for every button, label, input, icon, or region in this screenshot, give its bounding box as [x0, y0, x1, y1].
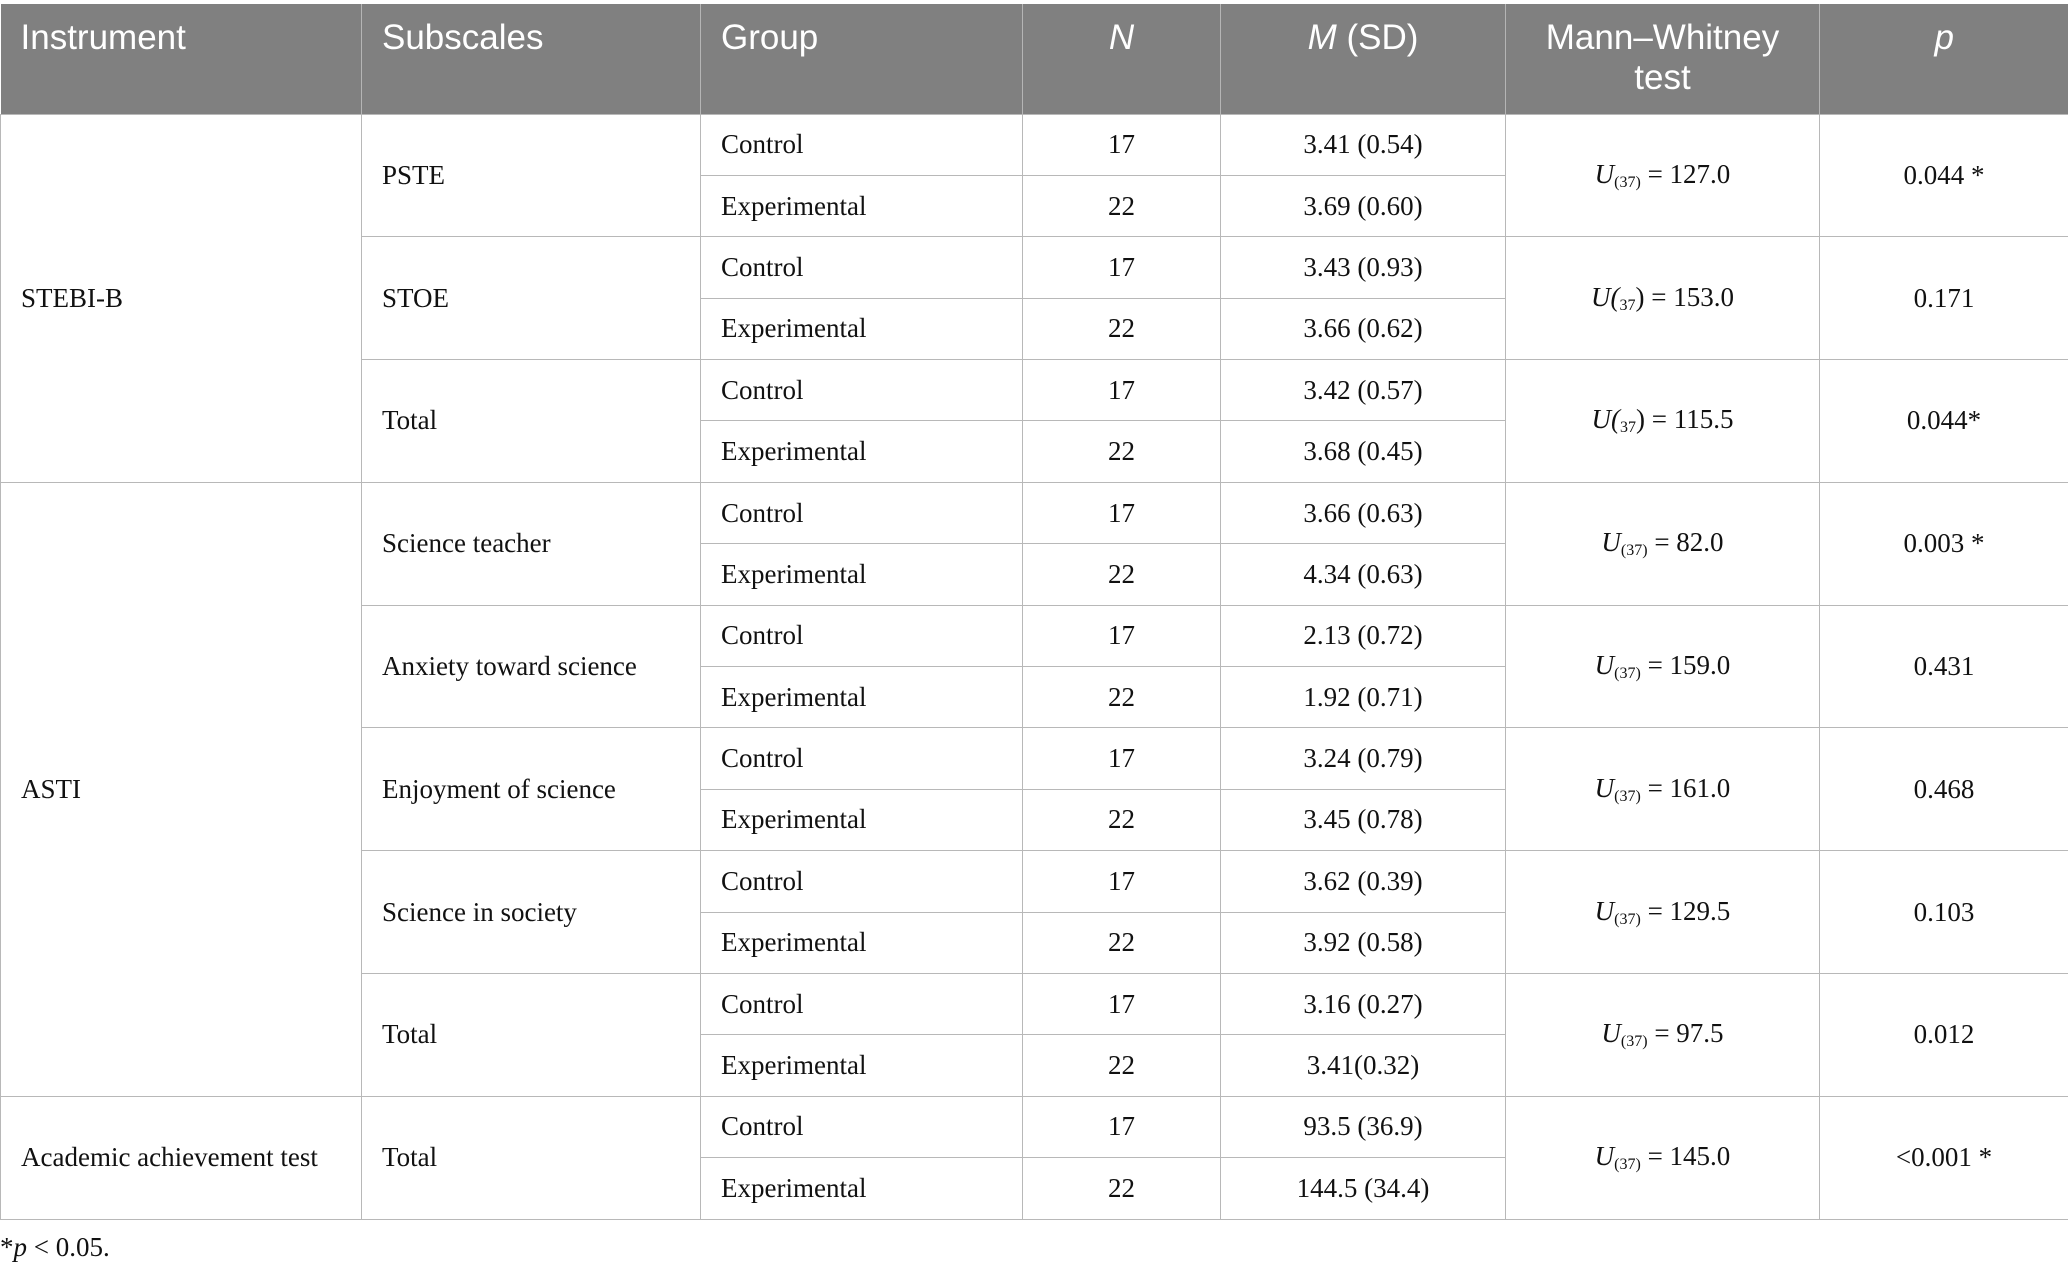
footnote-star: * [0, 1232, 14, 1262]
u-statistic-symbol: U [1594, 158, 1615, 189]
footnote [0, 1232, 110, 1263]
u-value: = 129.5 [1640, 895, 1731, 926]
u-degrees-of-freedom: (37) [1614, 665, 1641, 683]
u-degrees-of-freedom: (37) [1614, 1156, 1641, 1174]
group-cell: Experimental [701, 544, 1023, 605]
u-value: = 127.0 [1640, 158, 1731, 189]
u-statistic-symbol: U [1594, 895, 1615, 926]
group-cell: Experimental [701, 1158, 1023, 1219]
table-row [1, 482, 2068, 543]
msd-cell: 3.41(0.32) [1221, 1035, 1506, 1096]
header-subscales: Subscales [362, 4, 701, 114]
subscale-cell: PSTE [362, 114, 701, 237]
u-value: ) = 153.0 [1635, 281, 1734, 312]
n-cell: 22 [1023, 667, 1221, 728]
header-mw-line1: Mann–Whitney [1545, 18, 1780, 57]
header-sd: (SD) [1336, 18, 1419, 57]
instrument-cell: Academic achievement test [1, 1096, 362, 1219]
group-cell: Experimental [701, 421, 1023, 482]
mann-whitney-cell [1506, 360, 1820, 483]
msd-cell: 3.43 (0.93) [1221, 237, 1506, 298]
group-cell: Control [701, 360, 1023, 421]
header-group: Group [701, 4, 1023, 114]
u-value: ) = 115.5 [1636, 404, 1734, 435]
n-cell: 22 [1023, 789, 1221, 850]
p-value-cell: 0.044* [1820, 360, 2068, 483]
table-row [1, 114, 2068, 175]
group-cell: Experimental [701, 912, 1023, 973]
header-p: p [1820, 4, 2068, 114]
msd-cell: 3.24 (0.79) [1221, 728, 1506, 789]
mann-whitney-cell [1506, 1096, 1820, 1219]
msd-cell: 3.66 (0.62) [1221, 298, 1506, 359]
results-table [0, 4, 2068, 1220]
n-cell: 17 [1023, 851, 1221, 912]
p-value-cell: 0.103 [1820, 851, 2068, 974]
u-degrees-of-freedom: (37) [1620, 542, 1648, 560]
msd-cell: 2.13 (0.72) [1221, 605, 1506, 666]
u-statistic-symbol: U( [1591, 404, 1621, 435]
group-cell: Control [701, 1096, 1023, 1157]
header-mann-whitney [1506, 4, 1820, 114]
subscale-cell: STOE [362, 237, 701, 360]
p-value-cell: 0.468 [1820, 728, 2068, 851]
mann-whitney-cell [1506, 605, 1820, 728]
header-msd [1221, 4, 1506, 114]
u-statistic-symbol: U [1594, 1141, 1615, 1172]
n-cell: 22 [1023, 1158, 1221, 1219]
mann-whitney-cell [1506, 973, 1820, 1096]
msd-cell: 3.42 (0.57) [1221, 360, 1506, 421]
table-body [1, 114, 2068, 1219]
p-value-cell: 0.431 [1820, 605, 2068, 728]
msd-cell: 3.62 (0.39) [1221, 851, 1506, 912]
header-mw-line2: test [1634, 58, 1691, 97]
table-row [1, 1096, 2068, 1157]
subscale-cell: Total [362, 973, 701, 1096]
n-cell: 17 [1023, 482, 1221, 543]
msd-cell: 4.34 (0.63) [1221, 544, 1506, 605]
footnote-p: p [13, 1232, 27, 1262]
subscale-cell: Science teacher [362, 482, 701, 605]
mann-whitney-cell [1506, 851, 1820, 974]
u-statistic-symbol: U [1594, 772, 1615, 803]
n-cell: 17 [1023, 1096, 1221, 1157]
u-value: = 82.0 [1647, 527, 1724, 558]
msd-cell: 3.68 (0.45) [1221, 421, 1506, 482]
group-cell: Control [701, 851, 1023, 912]
msd-cell: 3.16 (0.27) [1221, 973, 1506, 1034]
n-cell: 17 [1023, 237, 1221, 298]
n-cell: 17 [1023, 728, 1221, 789]
instrument-cell: ASTI [1, 482, 362, 1096]
u-degrees-of-freedom: (37) [1620, 1033, 1648, 1051]
p-value-cell: 0.003 * [1820, 482, 2068, 605]
header-m: M [1307, 18, 1337, 57]
footnote-text: < 0.05. [27, 1232, 110, 1262]
group-cell: Control [701, 973, 1023, 1034]
n-cell: 22 [1023, 912, 1221, 973]
msd-cell: 3.45 (0.78) [1221, 789, 1506, 850]
subscale-cell: Anxiety toward science [362, 605, 701, 728]
msd-cell: 3.69 (0.60) [1221, 175, 1506, 236]
p-value-cell: <0.001 * [1820, 1096, 2068, 1219]
msd-cell: 93.5 (36.9) [1221, 1096, 1506, 1157]
mann-whitney-cell [1506, 237, 1820, 360]
u-statistic-symbol: U [1594, 650, 1615, 681]
group-cell: Control [701, 482, 1023, 543]
u-statistic-symbol: U [1601, 1018, 1621, 1049]
group-cell: Experimental [701, 667, 1023, 728]
u-degrees-of-freedom: (37) [1614, 910, 1641, 928]
u-value: = 145.0 [1640, 1141, 1731, 1172]
group-cell: Experimental [701, 175, 1023, 236]
u-degrees-of-freedom: 37 [1620, 419, 1637, 437]
mann-whitney-cell [1506, 114, 1820, 237]
group-cell: Experimental [701, 1035, 1023, 1096]
u-degrees-of-freedom: (37) [1614, 173, 1641, 191]
n-cell: 17 [1023, 114, 1221, 175]
p-value-cell: 0.171 [1820, 237, 2068, 360]
u-degrees-of-freedom: (37) [1614, 787, 1641, 805]
mann-whitney-cell [1506, 728, 1820, 851]
n-cell: 17 [1023, 605, 1221, 666]
u-value: = 159.0 [1640, 650, 1731, 681]
group-cell: Experimental [701, 789, 1023, 850]
n-cell: 17 [1023, 360, 1221, 421]
p-value-cell: 0.044 * [1820, 114, 2068, 237]
msd-cell: 3.92 (0.58) [1221, 912, 1506, 973]
subscale-cell: Total [362, 1096, 701, 1219]
n-cell: 22 [1023, 298, 1221, 359]
n-cell: 17 [1023, 973, 1221, 1034]
msd-cell: 3.41 (0.54) [1221, 114, 1506, 175]
n-cell: 22 [1023, 1035, 1221, 1096]
u-statistic-symbol: U( [1591, 281, 1620, 312]
u-value: = 97.5 [1647, 1018, 1724, 1049]
header-row [1, 4, 2068, 114]
u-value: = 161.0 [1640, 772, 1731, 803]
header-n: N [1023, 4, 1221, 114]
msd-cell: 1.92 (0.71) [1221, 667, 1506, 728]
msd-cell: 3.66 (0.63) [1221, 482, 1506, 543]
msd-cell: 144.5 (34.4) [1221, 1158, 1506, 1219]
mann-whitney-cell [1506, 482, 1820, 605]
group-cell: Control [701, 728, 1023, 789]
subscale-cell: Enjoyment of science [362, 728, 701, 851]
group-cell: Control [701, 605, 1023, 666]
u-statistic-symbol: U [1601, 527, 1621, 558]
p-value-cell: 0.012 [1820, 973, 2068, 1096]
n-cell: 22 [1023, 421, 1221, 482]
n-cell: 22 [1023, 175, 1221, 236]
group-cell: Control [701, 237, 1023, 298]
u-degrees-of-freedom: 37 [1619, 296, 1636, 314]
group-cell: Experimental [701, 298, 1023, 359]
subscale-cell: Science in society [362, 851, 701, 974]
header-instrument: Instrument [1, 4, 362, 114]
instrument-cell: STEBI-B [1, 114, 362, 482]
n-cell: 22 [1023, 544, 1221, 605]
subscale-cell: Total [362, 360, 701, 483]
group-cell: Control [701, 114, 1023, 175]
